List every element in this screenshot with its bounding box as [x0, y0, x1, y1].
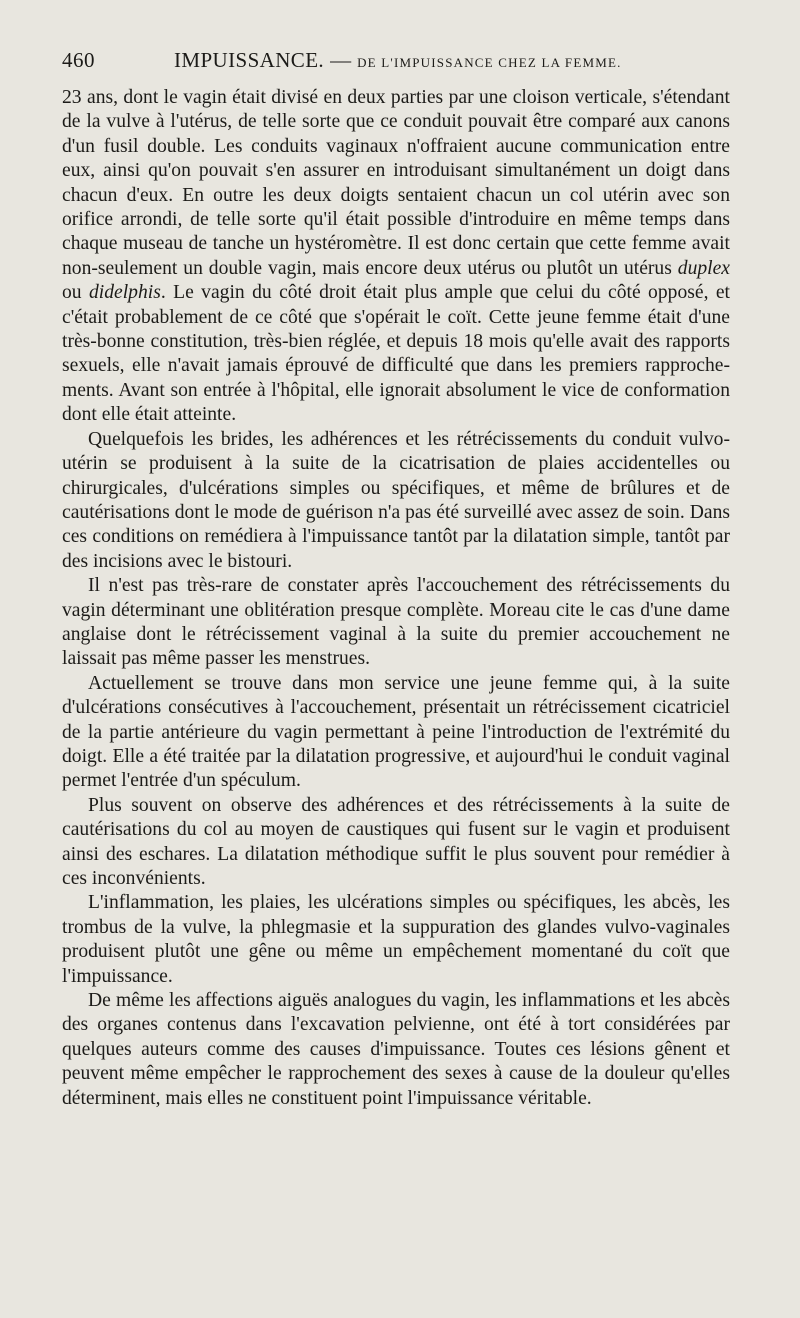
paragraph-text: Plus souvent on observe des adhérences et des rétrécissements à la suite de cautérisations du col au moyen de caustiques qui fusent sur le vagin et produisent ainsi des eschares. La dilatation méthodique suffit le plus souvent pour remédier à ces inconvénients. [62, 794, 730, 889]
paragraph-text: Actuellement se trouve dans mon service une jeune femme qui, à la suite d'ulcérations consécutives à l'accouchement, présentait un rétrécissement cicatriciel de la partie antérieure du vagin permettant à peine l'introduction de l'extrémité du doigt. Elle a été traitée par la dilatation progressive, et aujourd'hui le conduit vaginal permet l'entrée d'un spéculum. [62, 672, 730, 792]
paragraph-text: Il n'est pas très-rare de constater après l'accouchement des rétrécissements du vagin déterminant une oblitération presque complète. Moreau cite le cas d'une dame anglaise dont le rétrécissement vaginal à la suite du premier accouchement ne laissait pas même passer les menstrues. [62, 575, 730, 670]
section-title: DE L'IMPUISSANCE CHEZ LA FEMME. [357, 55, 622, 70]
body-text [62, 86, 730, 1111]
paragraph [62, 86, 730, 428]
italic-term: didelphis [88, 282, 161, 304]
paragraph [62, 794, 730, 892]
title-separator: — [330, 48, 352, 72]
paragraph [62, 891, 730, 989]
paragraph-text: L'inflammation, les plaies, les ulcérations simples ou spécifiques, les abcès, les trombus de la vulve, la phlegmasie et la suppuration des glandes vulvo-vaginales produisent plutôt une gêne ou même un empêchement momentané du coït que l'impuissance. [62, 892, 730, 987]
paragraph [62, 672, 730, 794]
italic-term: duplex [677, 257, 730, 279]
paragraph-text: De même les affections aiguës analogues du vagin, les inflammations et les abcès des organes contenus dans l'excavation pelvienne, ont été à tort considérées par quelques auteurs comme des causes d'impuissance. Toutes ces lésions gênent et peuvent même empêcher le rapprochement des sexes à cause de la douleur qu'elles déterminent, mais elles ne constituent point l'impuissance véritable. [62, 990, 730, 1109]
paragraph-text: . Le vagin du côté droit était plus ample que celui du côté opposé, et c'était probablement de ce côté que s'opérait le coït. Cette jeune femme était d'une très-bonne constitution, très-bien réglée, et depuis 18 mois qu'elle avait des rapports sexuels, elle n'avait jamais éprouvé de difficulté que dans les premiers rapprochements. Avant son entrée à l'hôpital, elle ignorait absolument le vice de conformation dont elle était atteinte. [62, 282, 730, 426]
paragraph [62, 989, 730, 1111]
paragraph-text: ou [62, 282, 89, 304]
page-number: 460 [62, 48, 95, 72]
running-header [62, 48, 732, 78]
running-title [174, 48, 622, 73]
chapter-title: IMPUISSANCE. [174, 48, 325, 72]
paragraph-text: 23 ans, dont le vagin était divisé en deux parties par une cloison verticale, s'étendant de la vulve à l'utérus, de telle sorte que ce conduit pouvait être comparé aux canons d'un fusil double. Les conduits vaginaux n'offraient aucune communication entre eux, ainsi qu'on pouvait s'en assurer en introduisant simultanément un doigt dans chacun d'eux. En outre les deux doigts sentaient chacun un col utérin avec son orifice arrondi, de telle sorte qu'il était possible d'introduire en même temps dans chaque museau de tanche un hystéromètre. Il est donc certain que cette femme avait non-seulement un double vagin, mais encore deux utérus ou plutôt un utérus [62, 87, 730, 279]
paragraph [62, 574, 730, 672]
paragraph [62, 428, 730, 574]
paragraph-text: Quelquefois les brides, les adhérences et les rétrécissements du conduit vulvo-utérin se produisent à la suite de la cicatrisation de plaies accidentelles ou chirurgicales, d'ulcérations simples ou spécifiques, et même de brûlures et de cautérisations dont le mode de guérison n'a pas été surveillé avec assez de soin. Dans ces conditions on remédiera à l'impuissance tantôt par la dilatation simple, tantôt par des incisions avec le bistouri. [62, 428, 730, 572]
